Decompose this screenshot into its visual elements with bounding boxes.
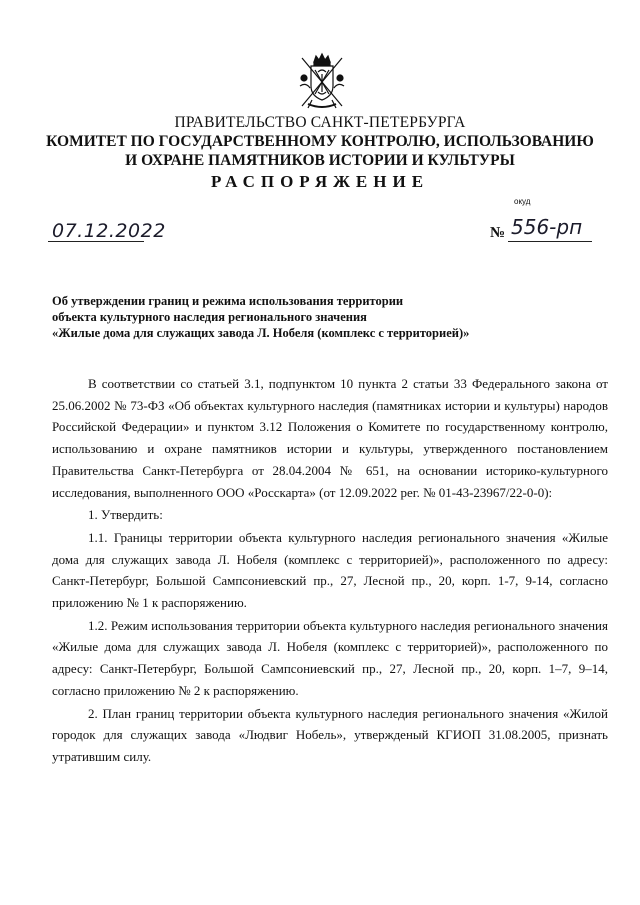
number-underline: [508, 241, 592, 242]
document-title: [52, 293, 612, 341]
document-number: 556-рп: [511, 215, 583, 239]
clause-2: 2. План границ территории объекта культурного наследия регионального значения «Жилой городок для служащих завода «Людвиг Нобель», утвержденый КГИОП 31.08.2005, признать утратившим силу.: [52, 705, 608, 764]
coat-of-arms-emblem: [296, 52, 348, 112]
okud-label: окуд: [514, 197, 531, 206]
number-prefix: №: [490, 225, 506, 241]
title-line: объекта культурного наследия регионального значения: [52, 310, 367, 324]
committee-name-line2: И ОХРАНЕ ПАМЯТНИКОВ ИСТОРИИ И КУЛЬТУРЫ: [125, 152, 515, 169]
date-underline: [48, 241, 144, 242]
government-name: ПРАВИТЕЛЬСТВО САНКТ-ПЕТЕРБУРГА: [174, 114, 466, 131]
clause-1-1: 1.1. Границы территории объекта культурного наследия регионального значения «Жилые дома для служащих завода Л. Нобеля (комплекс с территорией)», расположенного по адресу: Санкт-Петербург, Большой Сампсониевский пр., 27, Лесной пр., 20, корп. 1-7, 9-14, согласно приложению № 1 к распоряжению.: [52, 529, 608, 611]
clause-1: 1. Утвердить:: [88, 507, 163, 523]
document-date: 07.12.2022: [52, 220, 166, 242]
title-line: «Жилые дома для служащих завода Л. Нобеля (комплекс с территорией)»: [52, 326, 470, 340]
title-line: Об утверждении границ и режима использования территории: [52, 294, 404, 308]
committee-name-line1: КОМИТЕТ ПО ГОСУДАРСТВЕННОМУ КОНТРОЛЮ, ИСПОЛЬЗОВАНИЮ: [46, 133, 594, 150]
preamble-paragraph: В соответствии со статьей 3.1, подпунктом 10 пункта 2 статьи 33 Федерального закона от 25.06.2002 № 73-ФЗ «Об объектах культурного наследия (памятниках истории и культуры) народов Российской Федерации» и пунктом 3.12 Положения о Комитете по государственному контролю, использованию и охране памятников истории и культуры, утвержденного постановлением Правительства Санкт-Петербурга от 28.04.2004 № 651, на основании историко-культурного исследования, выполненного ООО «Росскарта» (от 12.09.2022 рег. № 01-43-23967/22-0-0):: [52, 376, 608, 500]
clause-1-2: 1.2. Режим использования территории объекта культурного наследия регионального значения «Жилые дома для служащих завода Л. Нобеля (комплекс с территорией)», расположенного по адресу: Санкт-Петербург, Большой Сампсониевский пр., 27, Лесной пр., 20, корп. 1–7, 9–14, согласно приложению № 2 к распоряжению.: [52, 617, 608, 698]
document-body: [52, 373, 608, 768]
document-type: РАСПОРЯЖЕНИЕ: [210, 172, 430, 191]
